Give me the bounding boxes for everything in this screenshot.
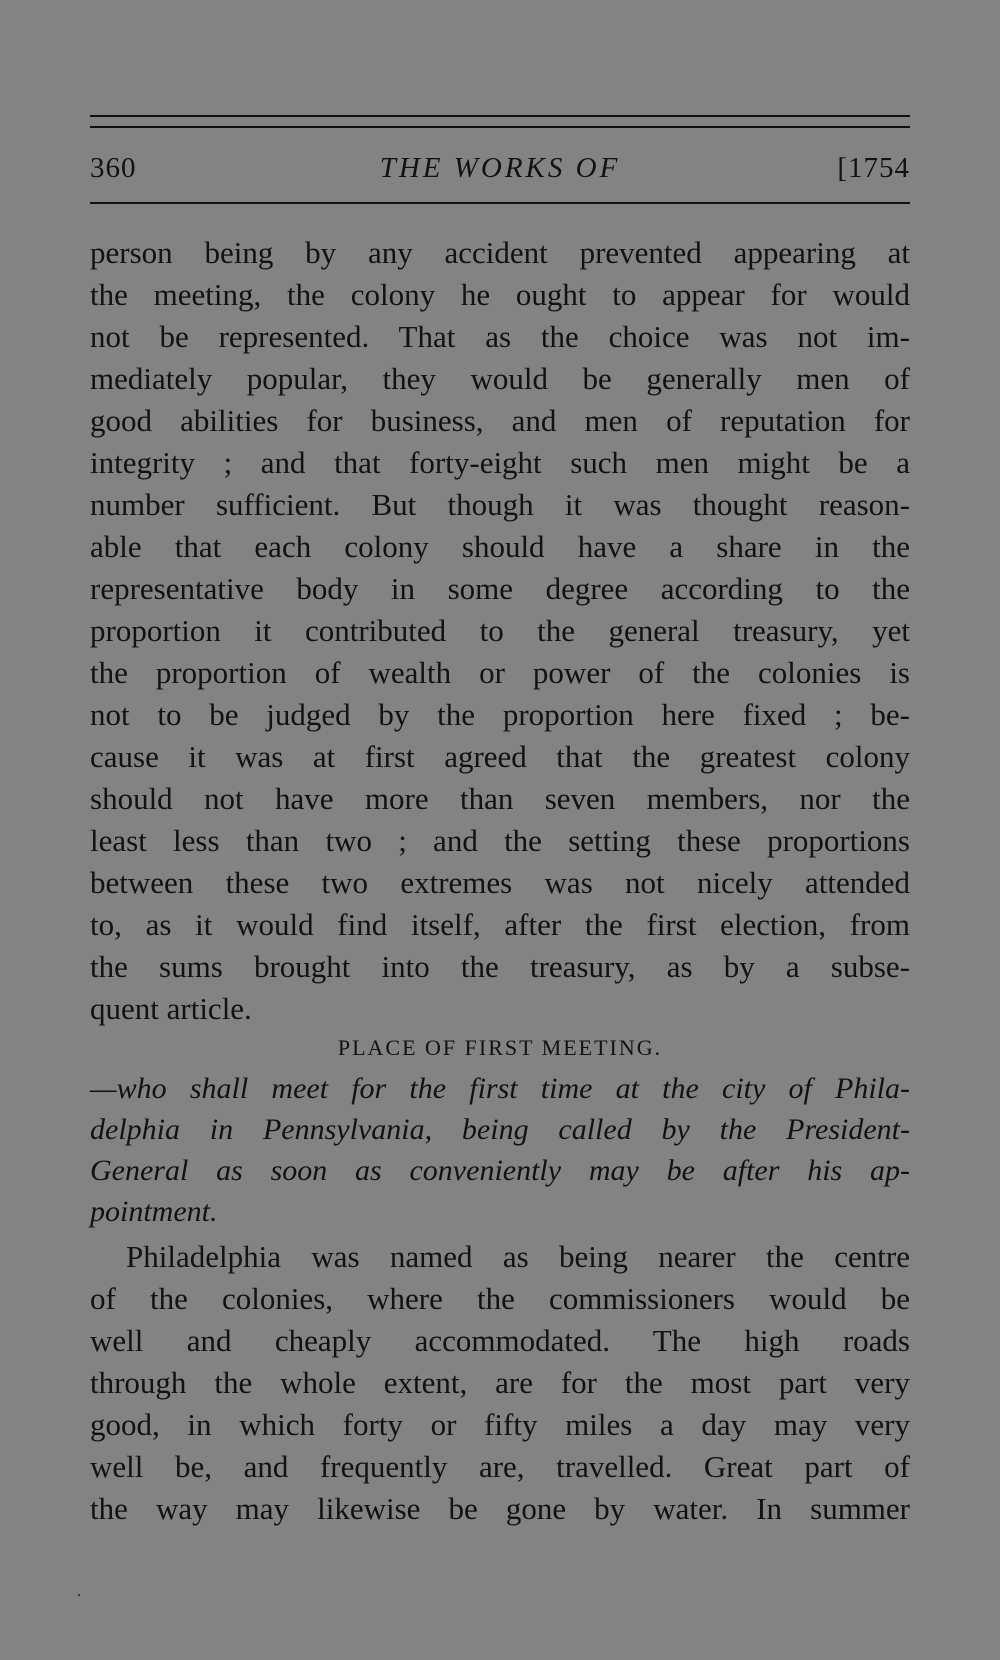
text-line: Philadelphia was named as being nearer the centre [126,1239,910,1274]
header-rule-second [90,126,910,128]
quote-line: —who shall meet for the first time at the city of Phila- [90,1072,910,1105]
text-line: through the whole extent, are for the most part very [90,1365,910,1400]
running-year: [1754 [837,152,910,184]
text-line: the way may likewise be gone by water. In summer [90,1491,910,1526]
text-line: integrity ; and that forty-eight such men might be a [90,445,910,480]
quote-line: pointment. [90,1195,218,1228]
book-page [90,0,910,1660]
text-line: the meeting, the colony he ought to appear for would [90,277,910,312]
text-line: not be represented. That as the choice was not im- [90,319,910,354]
paragraph-2 [90,1236,910,1530]
section-heading: PLACE OF FIRST MEETING. [337,1035,663,1060]
text-line: should not have more than seven members, nor the [90,781,910,816]
text-line: good, in which forty or fifty miles a day may very [90,1407,910,1442]
paragraph-1 [90,232,910,1030]
text-line: proportion it contributed to the general treasury, yet [90,613,910,648]
text-line: number sufficient. But though it was thought reason- [90,487,910,522]
text-line: person being by any accident prevented appearing at [90,235,910,270]
header-rule-bottom [90,202,910,204]
text-line: least less than two ; and the setting these proportions [90,823,910,858]
text-line: between these two extremes was not nicely attended [90,865,910,900]
text-line: well and cheaply accommodated. The high roads [90,1323,910,1358]
quote-line: General as soon as conveniently may be after his ap- [90,1154,910,1187]
text-line: mediately popular, they would be generally men of [90,361,910,396]
text-line: good abilities for business, and men of reputation for [90,403,910,438]
text-line: representative body in some degree according to the [90,571,910,606]
body-text [90,232,910,1530]
text-line: the sums brought into the treasury, as by a subse- [90,949,910,984]
text-line: of the colonies, where the commissioners would be [90,1281,910,1316]
text-line: well be, and frequently are, travelled. Great part of [90,1449,910,1484]
text-line: cause it was at first agreed that the greatest colony [90,739,910,774]
text-line: the proportion of wealth or power of the colonies is [90,655,910,690]
text-line: to, as it would find itself, after the first election, from [90,907,910,942]
text-line: able that each colony should have a share in the [90,529,910,564]
quoted-article [90,1068,910,1232]
scan-speck [78,1594,80,1596]
text-line: not to be judged by the proportion here fixed ; be- [90,697,910,732]
page-number: 360 [90,152,137,184]
header-rule-top [90,115,910,117]
running-head [90,148,910,188]
quote-line: delphia in Pennsylvania, being called by the President- [90,1113,910,1146]
running-title: THE WORKS OF [379,152,621,184]
text-line: quent article. [90,991,252,1026]
